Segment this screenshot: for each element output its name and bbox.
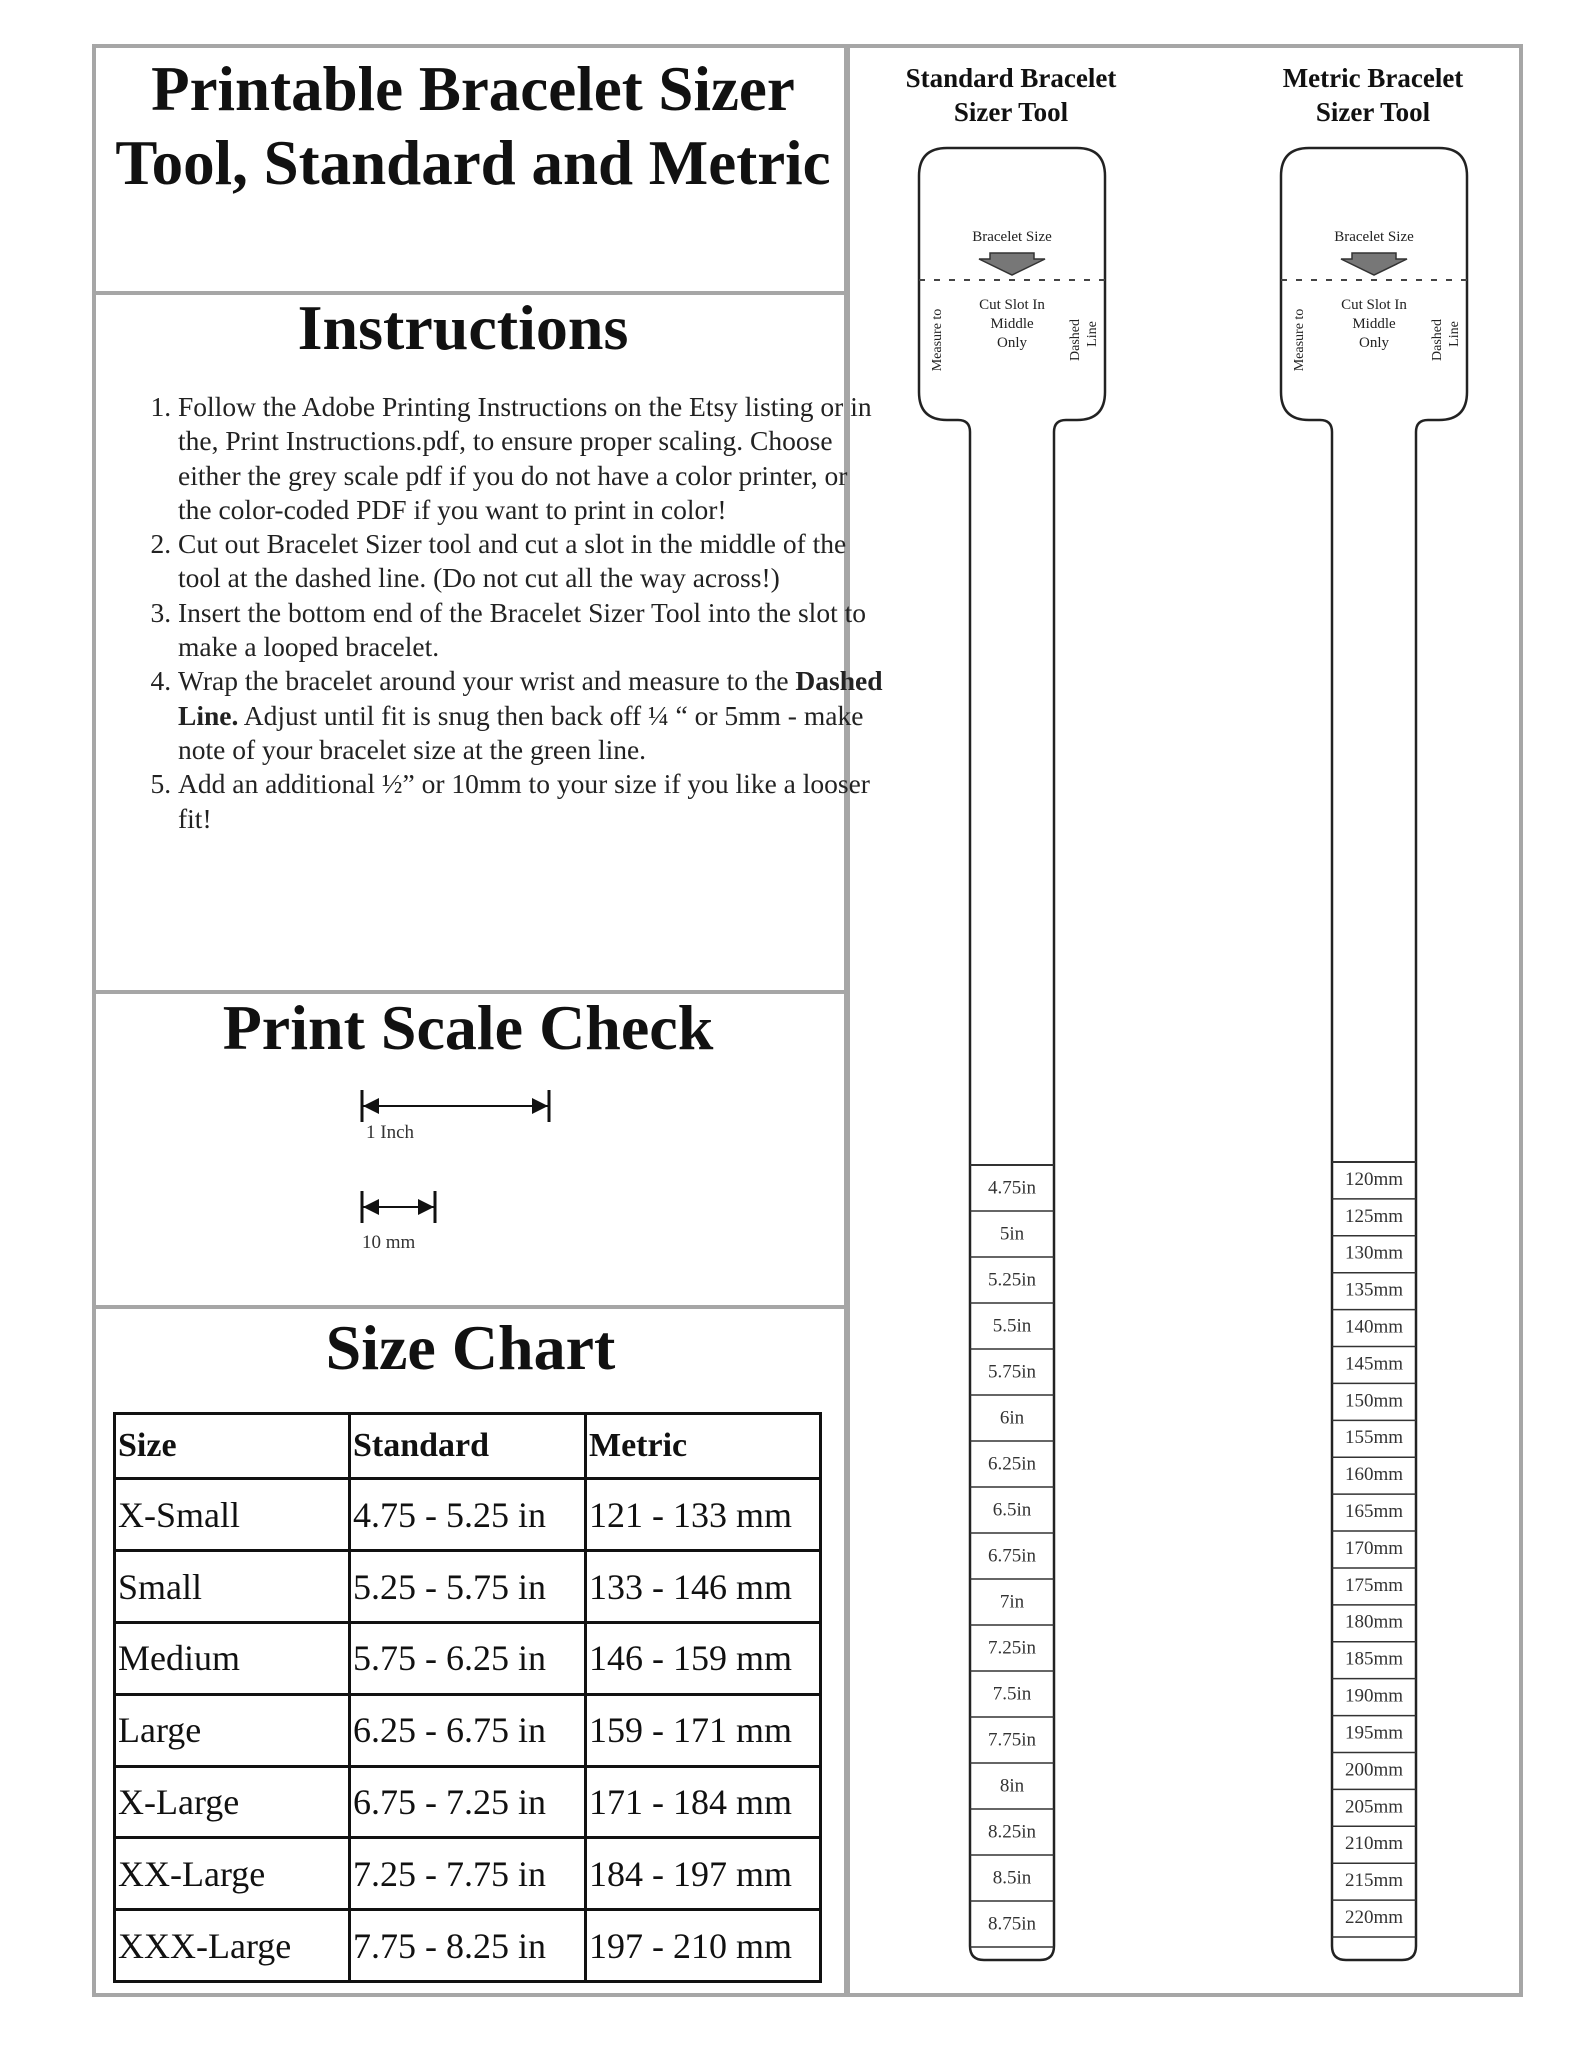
standard-tool-tick-label: 7.25in <box>987 1637 1037 1659</box>
metric-tool-measure-to-label: Measure to <box>1292 308 1307 372</box>
standard-tool-title-line2: Sizer Tool <box>953 97 1069 127</box>
standard-tool-measure-to-label: Measure to <box>930 308 945 372</box>
metric-tool-tick-label: 185mm <box>1344 1648 1404 1670</box>
instruction-step-3: 3. Insert the bottom end of the Bracelet Sizer Tool into the slot to make a looped bracelet. <box>178 596 883 665</box>
header-size: Size <box>115 1414 350 1479</box>
page-title: Printable Bracelet Sizer Tool, Standard and Metric <box>115 54 831 198</box>
size-cell: XXX-Large <box>115 1910 350 1982</box>
standard-tool-bracelet-size-label: Bracelet Size <box>972 229 1052 245</box>
metric-tool-tick-label: 205mm <box>1344 1796 1404 1818</box>
instruction-step-5: 5. Add an additional ½” or 10mm to your size if you like a looser fit! <box>178 767 883 836</box>
standard-tool-tick-label: 7in <box>999 1591 1025 1613</box>
metric-tool-tick-label: 145mm <box>1344 1353 1404 1375</box>
metric-tool-line-label: Line <box>1447 321 1462 347</box>
standard-cell: 6.75 - 7.25 in <box>350 1766 586 1838</box>
standard-tool-dashed-label: Dashed <box>1068 319 1083 361</box>
instruction-step-2: 2. Cut out Bracelet Sizer tool and cut a slot in the middle of the tool at the dashed line. (Do not cut all the way across!) <box>178 527 883 596</box>
metric-tool-tick-label: 170mm <box>1344 1537 1404 1559</box>
metric-tool-cut-slot-line3: Only <box>1359 335 1389 351</box>
metric-tool-tick-label: 220mm <box>1344 1906 1404 1928</box>
metric-tool-tick-label: 180mm <box>1344 1611 1404 1633</box>
standard-tool-tick-label: 5.25in <box>987 1269 1037 1291</box>
metric-cell: 171 - 184 mm <box>586 1766 821 1838</box>
standard-tool-tick-label: 5in <box>999 1223 1025 1245</box>
standard-cell: 6.25 - 6.75 in <box>350 1694 586 1766</box>
standard-tool-tick-label: 8in <box>999 1775 1025 1797</box>
standard-cell: 4.75 - 5.25 in <box>350 1479 586 1551</box>
metric-cell: 197 - 210 mm <box>586 1910 821 1982</box>
metric-tool-tick-label: 200mm <box>1344 1759 1404 1781</box>
metric-tool-bracelet-size-label: Bracelet Size <box>1334 229 1414 245</box>
standard-tool-tick-label: 5.75in <box>987 1361 1037 1383</box>
metric-tool-tick-label: 135mm <box>1344 1279 1404 1301</box>
metric-tool-tick-label: 140mm <box>1344 1316 1404 1338</box>
scale-inch-label: 1 Inch <box>366 1122 415 1143</box>
standard-cell: 5.25 - 5.75 in <box>350 1551 586 1623</box>
standard-cell: 7.25 - 7.75 in <box>350 1838 586 1910</box>
header-standard: Standard <box>350 1414 586 1479</box>
standard-tool-tick-label: 8.5in <box>992 1867 1032 1889</box>
standard-tool-cut-slot-line3: Only <box>997 335 1027 351</box>
standard-cell: 7.75 - 8.25 in <box>350 1910 586 1982</box>
metric-tool-cut-slot-line1: Cut Slot In <box>1341 297 1407 313</box>
metric-cell: 159 - 171 mm <box>586 1694 821 1766</box>
instruction-step-1: 1. Follow the Adobe Printing Instructions on the Etsy listing or in the, Print Instructions.pdf, to ensure proper scaling. Choose either the grey scale pdf if you do not have a color printer, or the color-coded PDF if you want to print in color! <box>178 390 883 527</box>
metric-cell: 184 - 197 mm <box>586 1838 821 1910</box>
size-cell: XX-Large <box>115 1838 350 1910</box>
standard-tool-cut-slot-line1: Cut Slot In <box>979 297 1045 313</box>
metric-tool-dashed-label: Dashed <box>1430 319 1445 361</box>
metric-cell: 121 - 133 mm <box>586 1479 821 1551</box>
instruction-step-4-text-b: Adjust until fit is snug then back off ¼ “ or 5mm - make note of your bracelet size at the green line. <box>178 699 864 765</box>
standard-cell: 5.75 - 6.25 in <box>350 1623 586 1695</box>
metric-tool-tick-label: 155mm <box>1344 1427 1404 1449</box>
standard-tool-cut-slot-line2: Middle <box>990 316 1034 332</box>
standard-tool-tick-label: 6.75in <box>987 1545 1037 1567</box>
standard-tool-tick-label: 7.75in <box>987 1729 1037 1751</box>
instructions-heading: Instructions <box>297 292 629 363</box>
metric-tool-tick-label: 175mm <box>1344 1574 1404 1596</box>
metric-tool-tick-label: 160mm <box>1344 1464 1404 1486</box>
metric-cell: 133 - 146 mm <box>586 1551 821 1623</box>
standard-tool-tick-label: 8.75in <box>987 1913 1037 1935</box>
size-cell: X-Small <box>115 1479 350 1551</box>
metric-tool-tick-label: 130mm <box>1344 1242 1404 1264</box>
metric-tool-title-line2: Sizer Tool <box>1315 97 1431 127</box>
scale-mm-label: 10 mm <box>362 1232 416 1253</box>
standard-tool-tick-label: 6.25in <box>987 1453 1037 1475</box>
metric-tool-tick-label: 210mm <box>1344 1833 1404 1855</box>
metric-tool-tick-label: 125mm <box>1344 1205 1404 1227</box>
standard-tool-tick-label: 8.25in <box>987 1821 1037 1843</box>
standard-tool-title-line1: Standard Bracelet <box>905 63 1117 93</box>
metric-tool-tick-label: 120mm <box>1344 1168 1404 1190</box>
header-metric: Metric <box>586 1414 821 1479</box>
instruction-step-4-text-a: Wrap the bracelet around your wrist and measure to the <box>178 665 789 697</box>
metric-tool-tick-label: 150mm <box>1344 1390 1404 1412</box>
standard-tool-tick-label: 6in <box>999 1407 1025 1429</box>
metric-tool-tick-label: 165mm <box>1344 1501 1404 1523</box>
metric-tool-tick-label: 215mm <box>1344 1870 1404 1892</box>
standard-tool-tick-label: 5.5in <box>992 1315 1032 1337</box>
size-cell: X-Large <box>115 1766 350 1838</box>
metric-tool-cut-slot-line2: Middle <box>1352 316 1396 332</box>
size-cell: Small <box>115 1551 350 1623</box>
metric-tool-tick-label: 195mm <box>1344 1722 1404 1744</box>
standard-tool-line-label: Line <box>1085 321 1100 347</box>
standard-tool-tick-label: 4.75in <box>987 1177 1037 1199</box>
standard-tool-tick-label: 7.5in <box>992 1683 1032 1705</box>
metric-tool-title-line1: Metric Bracelet <box>1282 63 1464 93</box>
size-cell: Medium <box>115 1623 350 1695</box>
scale-check-heading: Print Scale Check <box>222 992 714 1063</box>
size-cell: Large <box>115 1694 350 1766</box>
standard-tool-tick-label: 6.5in <box>992 1499 1032 1521</box>
metric-tool-tick-label: 190mm <box>1344 1685 1404 1707</box>
metric-cell: 146 - 159 mm <box>586 1623 821 1695</box>
instruction-step-4-bold: Dashed Line. <box>178 665 883 731</box>
size-chart-heading: Size Chart <box>325 1312 616 1383</box>
